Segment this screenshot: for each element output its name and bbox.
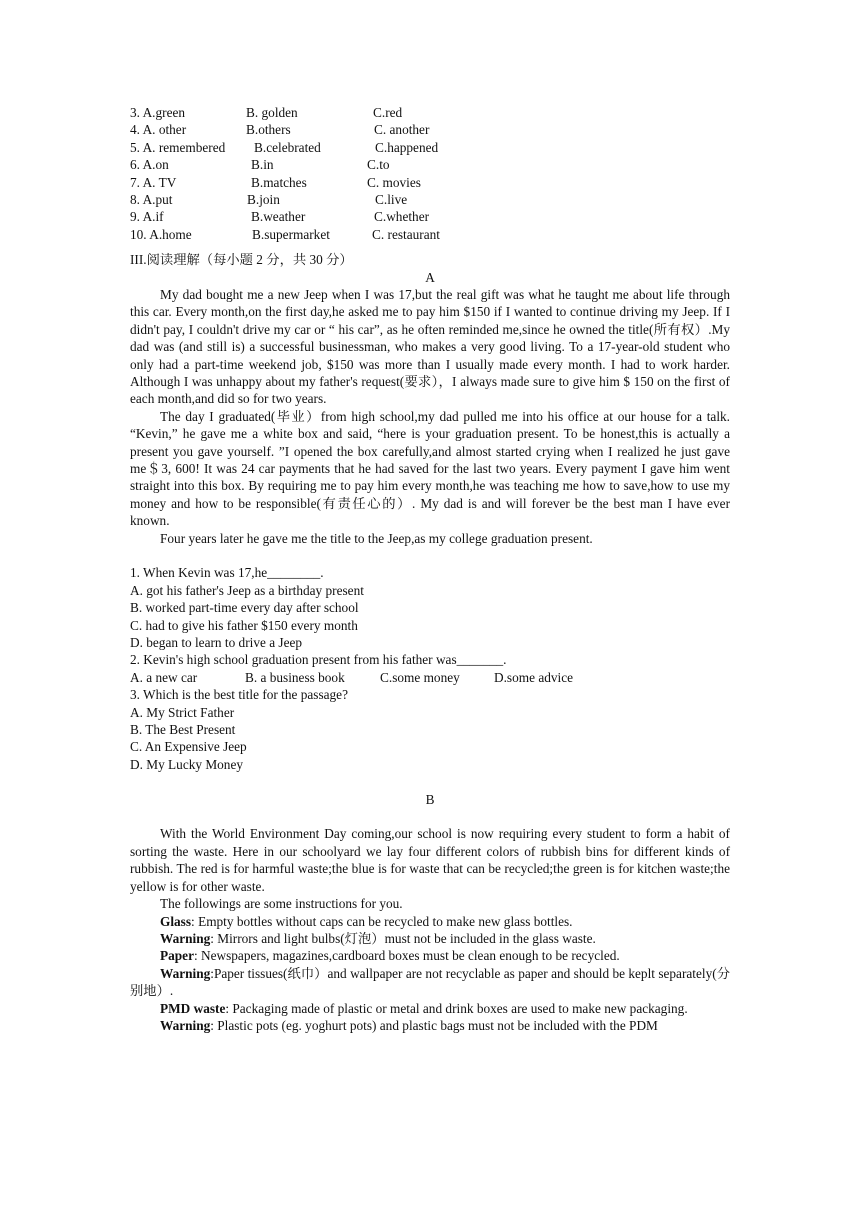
- answer-option: C.some money: [380, 669, 460, 685]
- answer-option: B. The Best Present: [130, 722, 236, 738]
- question-2: [130, 651, 730, 686]
- instruction-term: PMD waste: [160, 1000, 226, 1016]
- exam-page: [130, 104, 730, 1034]
- instruction-item: Warning: Mirrors and light bulbs(灯泡）must not be included in the glass waste.: [160, 930, 596, 946]
- option-row: 3. A.green B. golden C.red: [130, 105, 403, 120]
- option-row: 6. A.on B.in C.to: [130, 157, 390, 173]
- question-stem: 1. When Kevin was 17,he________.: [130, 565, 324, 581]
- section-title: III.阅读理解（每小题 2 分，共 30 分）: [130, 252, 353, 268]
- instruction-term: Warning: [160, 930, 211, 946]
- answer-option: C. An Expensive Jeep: [130, 739, 247, 755]
- passage-b-intro: With the World Environment Day coming,our school is now requiring every student to form a habit of sorting the waste. Here in our schoolyard we lay four different colors of rubbish bins for different kinds of rubbish. The red is for harmful waste;the blue is for waste that can be recycled;the green is for kitchen waste;the yellow is for other waste.: [130, 826, 730, 894]
- instruction-term: Warning: [160, 965, 211, 981]
- passage-a-paragraph: My dad bought me a new Jeep when I was 17,but the real gift was what he taught me about life through this car. Every month,on the first day,he asked me to pay him $150 if I wanted to continue driving my Jeep. If I didn't pay, I couldn't drive my car or “ his car”, as he often reminded me,since he owned the title(所有权）.My dad was (and still is) a successful businessman, who makes a very good living. To a 17-year-old student who only had a part-time weekend job, $150 was more than I usually made every month. I had to work harder. Although I was unhappy about my father's request(要求），I always made sure to give him $ 150 on the first of each month,and did so for two years.: [130, 286, 730, 407]
- question-3: [130, 686, 730, 773]
- answer-option: A. got his father's Jeep as a birthday present: [130, 582, 364, 598]
- passage-a-label: A: [425, 269, 435, 285]
- answer-option: A. My Strict Father: [130, 704, 235, 720]
- instruction-item: Warning: Plastic pots (eg. yoghurt pots) and plastic bags must not be included with the PDM: [160, 1017, 658, 1033]
- passage-a-paragraph: The day I graduated(毕业）from high school,my dad pulled me into his office at our house for a talk. “Kevin,” he gave me a white box and said, “here is your graduation present. To be honest,this is actually a present you gave yourself. ”I opened the box carefully,and almost started crying when I realized he just gave me＄3, 600! It was 24 car payments that he had saved for the last two years. Every payment I gave him went straight into this box. By requiring me to pay him every month,he was teaching me how to save,how to use my money and how to be responsible(有责任心的）. My dad is and will forever be the best man I have ever known.: [130, 408, 730, 529]
- passage-b-label: B: [425, 791, 435, 807]
- instruction-item: Paper: Newspapers, magazines,cardboard boxes must be clean enough to be recycled.: [160, 948, 620, 964]
- instruction-term: Glass: [160, 913, 192, 929]
- answer-option: B. worked part-time every day after school: [130, 600, 359, 616]
- option-row: 10. A.home B.supermarket C. restaurant: [130, 226, 440, 242]
- answer-option: D. began to learn to drive a Jeep: [130, 635, 303, 651]
- option-row: 8. A.put B.join C.live: [130, 191, 408, 207]
- answer-option: C. had to give his father $150 every month: [130, 617, 358, 633]
- answer-options-inline: [130, 669, 730, 686]
- answer-option: B. a business book: [245, 669, 345, 685]
- option-row: 9. A.if B.weather C.whether: [130, 209, 430, 225]
- answer-option: A. a new car: [130, 669, 198, 685]
- instruction-term: Warning: [160, 1017, 211, 1033]
- answer-option: D. My Lucky Money: [130, 756, 244, 772]
- option-row: 4. A. other B.others C. another: [130, 122, 430, 138]
- instruction-item: Warning:Paper tissues(纸巾）and wallpaper are not recyclable as paper and should be keplt separately(分别地）.: [130, 965, 730, 999]
- instruction-item: Glass: Empty bottles without caps can be recycled to make new glass bottles.: [160, 913, 573, 929]
- question-stem: 2. Kevin's high school graduation present from his father was_______.: [130, 652, 507, 668]
- answer-option: D.some advice: [494, 669, 574, 685]
- passage-a-paragraph: Four years later he gave me the title to the Jeep,as my college graduation present.: [160, 530, 593, 546]
- option-row: 7. A. TV B.matches C. movies: [130, 174, 421, 190]
- instruction-term: Paper: [160, 948, 194, 964]
- question-stem: 3. Which is the best title for the passage?: [130, 687, 348, 703]
- cloze-options: [130, 104, 730, 243]
- instruction-item: PMD waste: Packaging made of plastic or metal and drink boxes are used to make new packaging.: [160, 1000, 688, 1016]
- instructions-intro: The followings are some instructions for you.: [160, 896, 403, 912]
- question-1: [130, 564, 730, 651]
- option-row: 5. A. remembered B.celebrated C.happened: [130, 139, 439, 155]
